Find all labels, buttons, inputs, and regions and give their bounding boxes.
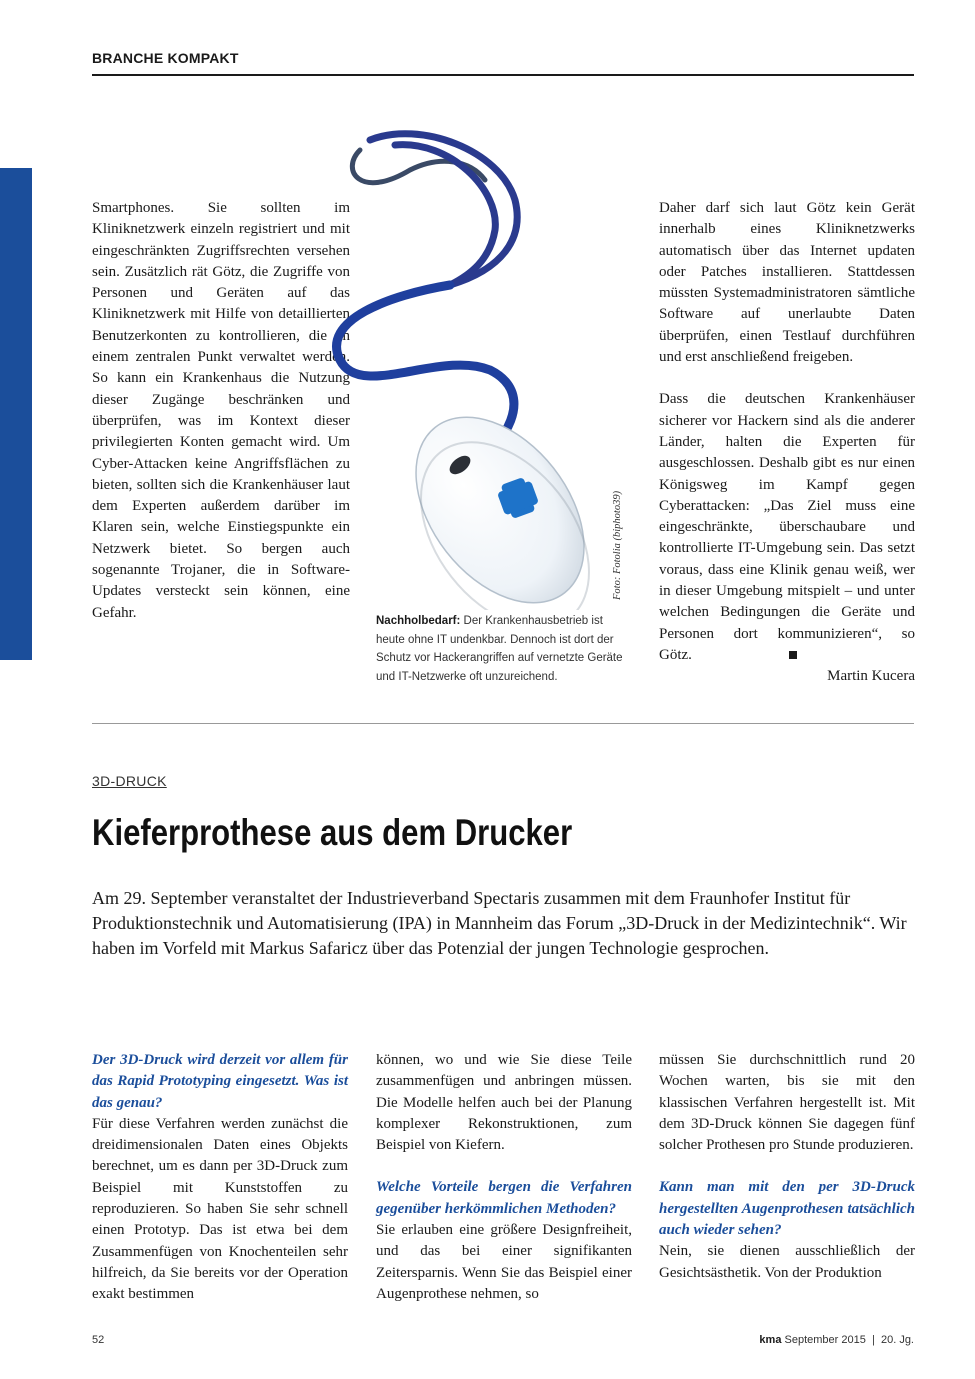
question-2: Welche Vorteile bergen die Verfahren gegenüber herkömmlichen Methoden? — [376, 1179, 632, 1217]
article1-column-3 — [659, 198, 915, 688]
photo-credit: Foto: Fotolia (biphoto39) — [612, 490, 623, 600]
answer-2-continued: müssen Sie durchschnittlich rund 20 Wochen warten, bis sie mit den klassischen Verfahren hergestellt ist. Mit dem 3D-Druck können Sie dagegen fünf solcher Prothesen pro Stunde produzieren. — [659, 1052, 915, 1154]
page-number: 52 — [92, 1334, 105, 1346]
section-divider — [92, 723, 914, 724]
answer-3: Nein, sie dienen ausschließlich der Gesichtsästhetik. Von der Produktion — [659, 1243, 915, 1281]
article1-col1-text: Smartphones. Sie sollten im Kliniknetzwerk einzeln registriert und mit eingeschränkten Zugriffsrechten versehen sein. Zusätzlich rät Götz, die Zugriffe von Personen und Geräten auf das Kliniknetzwerk mit Hilfe von detaillierten Benutzerkonten zu kontrollieren, die an einem zentralen Punkt verwaltet werden. So kann ein Krankenhaus die Nutzung dieser Zugänge beschränken und überprüfen, was im Kontext dieser privilegierten Konten gemacht wird. Um Cyber-Attacken keine Angriffsflächen zu bieten, sollten sich die Krankenhäuser laut dem Experten außerdem darüber im Klaren sein, welche Einstiegspunkte ein Netzwerk bietet. So bergen auch sogenannte Trojaner, die in Software-Updates versteckt sein können, eine Gefahr. — [92, 200, 350, 621]
article1-col3-p1: Daher darf sich laut Götz kein Gerät innerhalb eines Kliniknetzwerks automatisch über das Internet updaten oder Patches installieren. Stattdessen müssten Systemadministratoren sämtliche Software auf unerlaubte Daten überprüfen, einen Testlauf durchführen und erst anschließend freigeben. — [659, 200, 915, 366]
headline: Kieferprothese aus dem Drucker — [92, 812, 573, 853]
magazine-name: kma — [759, 1334, 782, 1346]
image-caption — [376, 612, 626, 686]
lead-paragraph: Am 29. September veranstaltet der Industrieverband Spectaris zusammen mit dem Fraunhofer Institut für Produktionstechnik und Automatisierung (IPA) in Mannheim das Forum „3D-Druck in der Medizintechnik“. Wir haben im Vorfeld mit Markus Safaricz über das Potenzial der jungen Technologie gesprochen. — [92, 888, 907, 958]
question-3: Kann man mit den per 3D-Druck hergestellten Augenprothesen tatsächlich auch wieder sehen? — [659, 1179, 915, 1239]
answer-1: Für diese Verfahren werden zunächst die dreidimensionalen Daten eines Objekts berechnet, um es dann per 3D-Druck zum Beispiel mit Kunststoffen zu reproduzieren. So haben Sie sehr schnell einen Prototyp. Das ist etwa bei dem Zusammenfügen von Knochenteilen sehr hilfreich, da Sie bereits vor der Operation exakt bestimmen — [92, 1115, 348, 1303]
article2-column-2 — [376, 1050, 632, 1305]
footer-separator: | — [871, 1334, 875, 1346]
article2-column-1 — [92, 1050, 348, 1306]
answer-2: Sie erlauben eine größere Designfreiheit, und das bei einer signifikanten Zeitersparnis. Wenn Sie das Beispiel einer Augenprothese nehmen, so — [376, 1222, 632, 1302]
issue-date: September 2015 — [784, 1334, 866, 1346]
author-name: Martin Kucera — [827, 668, 915, 685]
answer-1-continued: können, wo und wie Sie diese Teile zusammenfügen und anbringen müssen. Die Modelle helfen auch bei der Planung komplexer Rekonstruktionen, zum Beispiel von Kiefern. — [376, 1052, 632, 1154]
header-rule — [92, 74, 914, 76]
footer-issue-info — [759, 1334, 914, 1346]
stethoscope-mouse-image — [300, 110, 640, 610]
photo-credit-wrap — [612, 480, 626, 600]
end-mark-icon — [789, 651, 797, 659]
caption-text: Der Krankenhausbetrieb ist heute ohne IT undenkbar. Dennoch ist dort der Schutz vor Hackerangriffen auf vernetzte Geräte und IT-Netzwerke oft unzureichend. — [376, 615, 623, 683]
volume: 20. Jg. — [880, 1334, 914, 1346]
caption-lead: Nachholbedarf: — [376, 615, 461, 627]
question-1: Der 3D-Druck wird derzeit vor allem für das Rapid Prototyping eingesetzt. Was ist das genau? — [92, 1052, 348, 1111]
section-tag: 3D-DRUCK — [92, 773, 167, 789]
article1-col3-p2: Dass die deutschen Krankenhäuser sicherer vor Hackern sind als die anderer Länder, halten die Experten für ausgeschlossen. Deshalb gibt es nur einen Königsweg im Kampf gegen Cyberattacken: „Das Ziel muss eine eingeschränkte, überschaubare und kontrollierte IT-Umgebung sein. Das setzt voraus, dass eine Klinik genau weiß, wer in dieser Umgebung mitspielt – und unter welchen Bedingungen die Geräte und Personen dort kommunizieren“, so Götz. — [659, 391, 915, 663]
section-header: BRANCHE KOMPAKT — [92, 50, 239, 66]
side-tab-label-wrap — [0, 168, 32, 660]
article2-column-3 — [659, 1050, 915, 1284]
